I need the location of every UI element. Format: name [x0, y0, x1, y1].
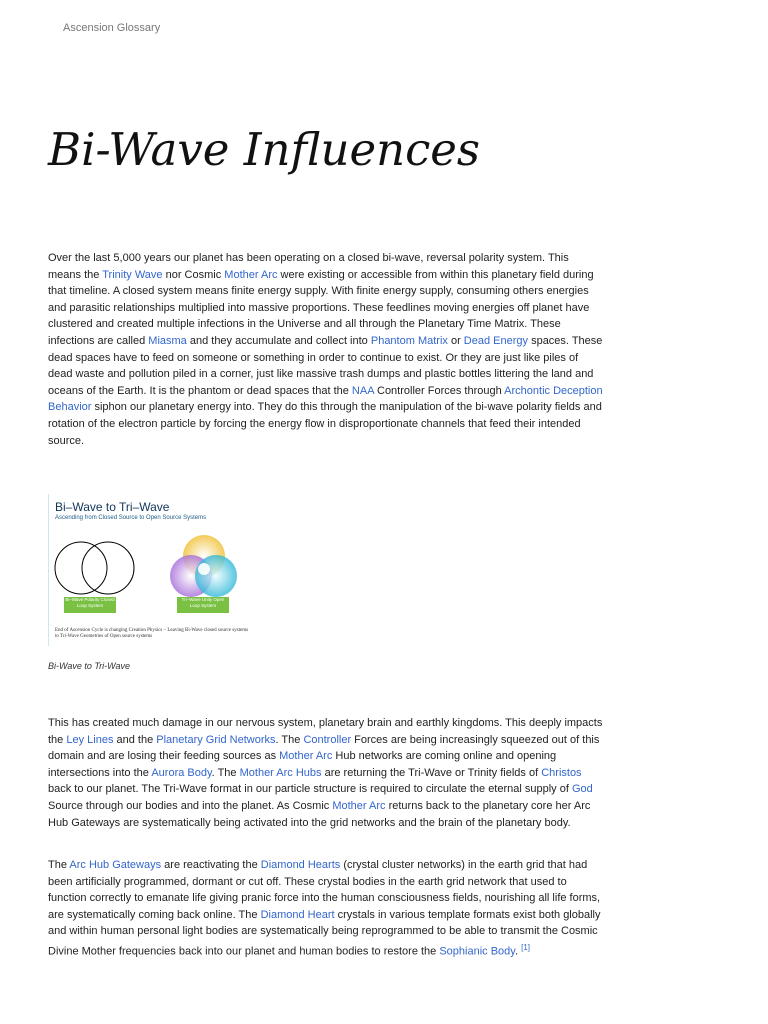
link-mother-arc[interactable]: Mother Arc [224, 268, 278, 281]
link-ley-lines[interactable]: Ley Lines [66, 733, 114, 746]
text: Source through our bodies and into the planet. As Cosmic [48, 799, 333, 812]
breadcrumb[interactable]: Ascension Glossary [63, 22, 161, 34]
paragraph-2 [48, 715, 603, 831]
link-arc-hub-gateways[interactable]: Arc Hub Gateways [69, 859, 162, 871]
link-controller[interactable]: Controller [303, 733, 352, 746]
link-trinity-wave[interactable]: Trinity Wave [102, 268, 163, 281]
text: siphon our planetary energy into. They do this through the manipulation of the bi-wave polarity fields and rotation of the electron particle by forcing the energy flow in disproportionate channels that feed their intended source. [48, 401, 602, 447]
link-mother-arc-hubs[interactable]: Mother Arc Hubs [239, 766, 322, 779]
text: Controller Forces through [373, 384, 505, 397]
link-aurora-body[interactable]: Aurora Body [151, 766, 212, 779]
link-archontic-deception-behavior[interactable]: Archontic Deception Behavior [48, 384, 603, 414]
link-mother-arc[interactable]: Mother Arc [332, 799, 386, 812]
bi-wave-circle-right [82, 542, 134, 594]
text: (crystal cluster networks) in the earth grid that had been artificially programmed, dormant or cut off. These crystal bodies in the earth grid network that used to function correctly to emanate life giving pranic force into the human consciousness fields, nourishing all life forms, are systematically coming back online. The [48, 859, 601, 921]
link-dead-energy[interactable]: Dead Energy [463, 334, 529, 347]
link-sophianic-body[interactable]: Sophianic Body [439, 945, 515, 958]
text: Hub networks are coming online and opening intersections into the [48, 750, 557, 779]
figure-image[interactable] [48, 494, 255, 646]
text: . The [211, 766, 240, 779]
paragraph-3 [48, 857, 603, 960]
text: were existing or accessible from within this planetary field during that timeline. A closed system means finite energy supply. With finite energy supply, consuming others energies and parasitic relationships multiplied into massive proportions. These feedlines moving energies off planet have clustered and created multiple infections in the Universe and all through the Planetary Time Matrix. These infections are called [48, 268, 594, 347]
link-planetary-grid-networks[interactable]: Planetary Grid Networks [156, 733, 276, 746]
text: and they accumulate and collect into [186, 334, 371, 347]
text: . [514, 945, 522, 958]
text: are reactivating the [161, 859, 261, 871]
text: or [447, 334, 464, 347]
text: spaces. These dead spaces have to feed on someone or something in order to continue to exist. Or they are just like piles of dead waste and pollution piled in a corner, just like massive trash dumps and plastic bottles littering the land and oceans of the Earth. It is the phantom or dead spaces that the [48, 334, 603, 397]
link-diamond-hearts[interactable]: Diamond Hearts [260, 859, 341, 871]
link-god[interactable]: God [571, 783, 593, 796]
figure-subtitle: Ascending from Closed Source to Open Source Systems [55, 515, 207, 521]
text: crystals in various template formats exist both globally and within human personal light bodies are systematically being reprogrammed to be able to transmit the Cosmic Divine Mother frequencies back into our planet and human bodies to restore the [48, 908, 601, 958]
figure-label-right: Tri–Wave Unity Open Loop System [177, 597, 229, 613]
text: returns back to the planetary core her Arc Hub Gateways are systematically being activated into the grid networks and the brain of the planetary body. [48, 799, 591, 829]
link-miasma[interactable]: Miasma [148, 334, 187, 347]
text: and the [113, 733, 157, 746]
text: The [48, 859, 70, 871]
figure-label-left: Bi–Wave Polarity Closed Loop System [64, 597, 116, 613]
link-mother-arc[interactable]: Mother Arc [279, 750, 333, 763]
figure-inner-caption: End of Ascension Cycle is changing Creation Physics – Leaving Bi-Wave closed source systems to Tri-Wave Geometries of Open source systems [55, 628, 249, 639]
bi-wave-circle-left [55, 542, 107, 594]
paragraph-1 [48, 250, 603, 449]
tri-wave-circle-right [195, 555, 237, 597]
text: Forces are being increasingly squeezed out of this domain and are losing their feeding sources as [48, 733, 600, 763]
page-title: Bi-Wave Influences [48, 123, 481, 176]
reference-link[interactable]: [1] [521, 942, 530, 952]
link-christos[interactable]: Christos [541, 766, 582, 779]
text: This has created much damage in our nervous system, planetary brain and earthly kingdoms. This deeply impacts the [48, 717, 603, 746]
text: back to our planet. The Tri-Wave format in our particle structure is required to circulate the eternal supply of [48, 783, 572, 796]
text: . The [275, 733, 304, 746]
text: Over the last 5,000 years our planet has been operating on a closed bi-wave, reversal polarity system. This means the [48, 252, 569, 281]
text: are returning the Tri-Wave or Trinity fields of [321, 766, 542, 779]
figure-title: Bi–Wave to Tri–Wave [55, 500, 170, 514]
link-diamond-heart[interactable]: Diamond Heart [260, 908, 335, 921]
text: nor Cosmic [162, 268, 225, 281]
link-phantom-matrix[interactable]: Phantom Matrix [370, 334, 448, 347]
link-naa[interactable]: NAA [351, 384, 374, 397]
figure-caption: Bi-Wave to Tri-Wave [48, 661, 131, 671]
